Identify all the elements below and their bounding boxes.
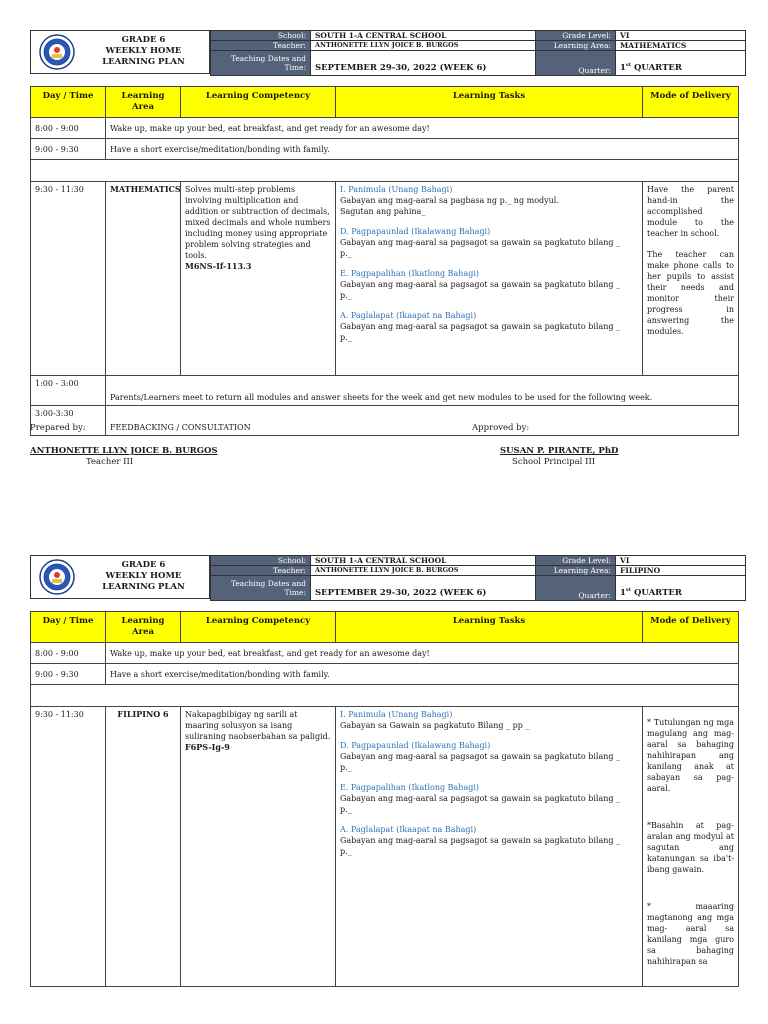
school-label: School: bbox=[211, 556, 311, 566]
plan-info-table bbox=[210, 30, 746, 76]
grade-level-label: Grade Level: bbox=[536, 556, 616, 566]
col-learning-area: Learning Area bbox=[106, 87, 181, 118]
row-time: 1:00 - 3:00 bbox=[31, 376, 106, 406]
row-competency: Nakapagbibigay ng sarili at maaring solusyon sa isang suliraning naobserbahan sa paligid. F6PS-Ig-9 bbox=[181, 707, 336, 987]
table-row-empty bbox=[31, 685, 739, 707]
teacher-value: ANTHONETTE LLYN JOICE B. BURGOS bbox=[311, 41, 536, 51]
col-day-time: Day / Time bbox=[31, 87, 106, 118]
grade-level-label: Grade Level: bbox=[536, 31, 616, 41]
table-row bbox=[31, 118, 739, 139]
table-row bbox=[31, 406, 739, 436]
col-day-time: Day / Time bbox=[31, 612, 106, 643]
quarter-label: Quarter: bbox=[536, 51, 616, 76]
col-mode-of-delivery: Mode of Delivery bbox=[643, 87, 739, 118]
competency-code: F6PS-Ig-9 bbox=[185, 742, 230, 752]
task-item: D. Pagpapaunlad (Ikalawang Bahagi) Gabayan ang mag-aaral sa pagsagot sa gawain sa pagkatuto bilang _ p._ bbox=[340, 227, 621, 258]
row-time: 9:00 - 9:30 bbox=[31, 664, 106, 685]
task-item: I. Panimula (Unang Bahagi) Gabayan sa Gawain sa pagkatuto Bilang _ pp _ bbox=[340, 710, 530, 730]
table-row bbox=[31, 376, 739, 406]
teacher-label: Teacher: bbox=[211, 41, 311, 51]
col-mode-of-delivery: Mode of Delivery bbox=[643, 612, 739, 643]
plan-title-box bbox=[30, 555, 210, 599]
approver-signature: SUSAN P. PIRANTE, PhD School Principal III bbox=[500, 446, 619, 467]
dates-value: SEPTEMBER 29-30, 2022 (WEEK 6) bbox=[311, 576, 536, 601]
row-learning-area: MATHEMATICS bbox=[106, 182, 181, 376]
teacher-value: ANTHONETTE LLYN JOICE B. BURGOS bbox=[311, 566, 536, 576]
learning-area-value: FILIPINO bbox=[616, 566, 746, 576]
competency-code: M6NS-If-113.3 bbox=[185, 261, 252, 271]
col-learning-competency: Learning Competency bbox=[181, 87, 336, 118]
row-time: 9:30 - 11:30 bbox=[31, 182, 106, 376]
row-activity: Have a short exercise/meditation/bonding with family. bbox=[106, 664, 739, 685]
row-time: 8:00 - 9:00 bbox=[31, 118, 106, 139]
table-row bbox=[31, 139, 739, 160]
learning-area-label: Learning Area: bbox=[536, 41, 616, 51]
row-learning-area: FILIPINO 6 bbox=[106, 707, 181, 987]
quarter-value: 1st QUARTER bbox=[616, 51, 746, 76]
row-mode-of-delivery: Have the parent hand-in the accomplished module to the teacher in school. The teacher can make phone calls to her pupils to assist their needs and monitor their progress in answering the modules. bbox=[643, 182, 739, 376]
task-item: D. Pagpapaunlad (Ikalawang Bahagi) Gabayan ang mag-aaral sa pagsagot sa gawain sa pagkatuto bilang _ p._ bbox=[340, 741, 621, 772]
table-row-lesson bbox=[31, 182, 739, 376]
table-row-empty bbox=[31, 160, 739, 182]
prepared-by-label: Prepared by: bbox=[30, 423, 86, 433]
plan-title-box bbox=[30, 30, 210, 74]
plan-header bbox=[30, 30, 745, 74]
row-time: 9:30 - 11:30 bbox=[31, 707, 106, 987]
preparer-signature: ANTHONETTE LLYN JOICE B. BURGOS Teacher III bbox=[30, 446, 218, 467]
school-label: School: bbox=[211, 31, 311, 41]
grade-level-value: VI bbox=[616, 31, 746, 41]
approved-by-label: Approved by: bbox=[472, 423, 530, 433]
school-value: SOUTH 1-A CENTRAL SCHOOL bbox=[311, 556, 536, 566]
plan-header bbox=[30, 555, 745, 599]
row-learning-tasks bbox=[336, 707, 643, 987]
row-activity: Have a short exercise/meditation/bonding with family. bbox=[106, 139, 739, 160]
row-time: 8:00 - 9:00 bbox=[31, 643, 106, 664]
dates-label: Teaching Dates and Time: bbox=[211, 51, 311, 76]
row-competency: Solves multi-step problems involving multiplication and addition or subtraction of decimals, mixed decimals and whole numbers including money using appropriate problem solving strategies and tools. M6NS-If-113.3 bbox=[181, 182, 336, 376]
table-row bbox=[31, 664, 739, 685]
col-learning-tasks: Learning Tasks bbox=[336, 612, 643, 643]
table-header-row bbox=[31, 87, 739, 118]
row-activity: FEEDBACKING / CONSULTATION bbox=[106, 406, 739, 436]
plan-info-table bbox=[210, 555, 746, 601]
dates-value: SEPTEMBER 29-30, 2022 (WEEK 6) bbox=[311, 51, 536, 76]
learning-area-value: MATHEMATICS bbox=[616, 41, 746, 51]
row-mode-of-delivery: * Tutulungan ng mga magulang ang mag-aaral sa bahaging nahihirapan ang kanilang anak at sabayan sa pag-aaral. *Basahin at pag-aralan ang modyul at sagutan ang katanungan sa iba't-ibang gawain. * maaaring magtanong ang mga mag- aaral sa kanilang mga guro sa bahaging nahihirapan sa bbox=[643, 707, 739, 987]
task-item: E. Pagpapalihan (Ikatlong Bahagi) Gabayan ang mag-aaral sa pagsagot sa gawain sa pagkatuto bilang _ p._ bbox=[340, 269, 621, 300]
row-activity: Wake up, make up your bed, eat breakfast, and get ready for an awesome day! bbox=[106, 118, 739, 139]
learning-area-label: Learning Area: bbox=[536, 566, 616, 576]
row-time: 9:00 - 9:30 bbox=[31, 139, 106, 160]
plan-title: GRADE 6 WEEKLY HOME LEARNING PLAN bbox=[102, 560, 185, 592]
table-row bbox=[31, 643, 739, 664]
col-learning-competency: Learning Competency bbox=[181, 612, 336, 643]
task-item: A. Paglalapat (Ikaapat na Bahagi) Gabayan ang mag-aaral sa pagsagot sa gawain sa pagkatuto bilang _ p._ bbox=[340, 311, 621, 342]
task-item: I. Panimula (Unang Bahagi) Gabayan ang mag-aaral sa pagbasa ng p._ ng modyul. Sagutan ang pahina_ bbox=[340, 185, 559, 216]
quarter-label: Quarter: bbox=[536, 576, 616, 601]
dates-label: Teaching Dates and Time: bbox=[211, 576, 311, 601]
deped-seal-icon bbox=[39, 559, 75, 595]
col-learning-area: Learning Area bbox=[106, 612, 181, 643]
row-time: 3:00-3:30 bbox=[31, 406, 106, 436]
task-item: A. Paglalapat (Ikaapat na Bahagi) Gabayan ang mag-aaral sa pagsagot sa gawain sa pagkatuto bilang _ p._ bbox=[340, 825, 621, 856]
grade-level-value: VI bbox=[616, 556, 746, 566]
table-header-row bbox=[31, 612, 739, 643]
plan-title: GRADE 6 WEEKLY HOME LEARNING PLAN bbox=[102, 35, 185, 67]
row-learning-tasks bbox=[336, 182, 643, 376]
col-learning-tasks: Learning Tasks bbox=[336, 87, 643, 118]
table-row-lesson bbox=[31, 707, 739, 987]
row-activity: Wake up, make up your bed, eat breakfast, and get ready for an awesome day! bbox=[106, 643, 739, 664]
schedule-table bbox=[30, 86, 739, 436]
school-value: SOUTH 1-A CENTRAL SCHOOL bbox=[311, 31, 536, 41]
quarter-value: 1st QUARTER bbox=[616, 576, 746, 601]
teacher-label: Teacher: bbox=[211, 566, 311, 576]
row-activity: Parents/Learners meet to return all modules and answer sheets for the week and get new modules to be used for the following week. bbox=[106, 376, 739, 406]
task-item: E. Pagpapalihan (Ikatlong Bahagi) Gabayan ang mag-aaral sa pagsagot sa gawain sa pagkatuto bilang _ p._ bbox=[340, 783, 621, 814]
deped-seal-icon bbox=[39, 34, 75, 70]
schedule-table bbox=[30, 611, 739, 987]
